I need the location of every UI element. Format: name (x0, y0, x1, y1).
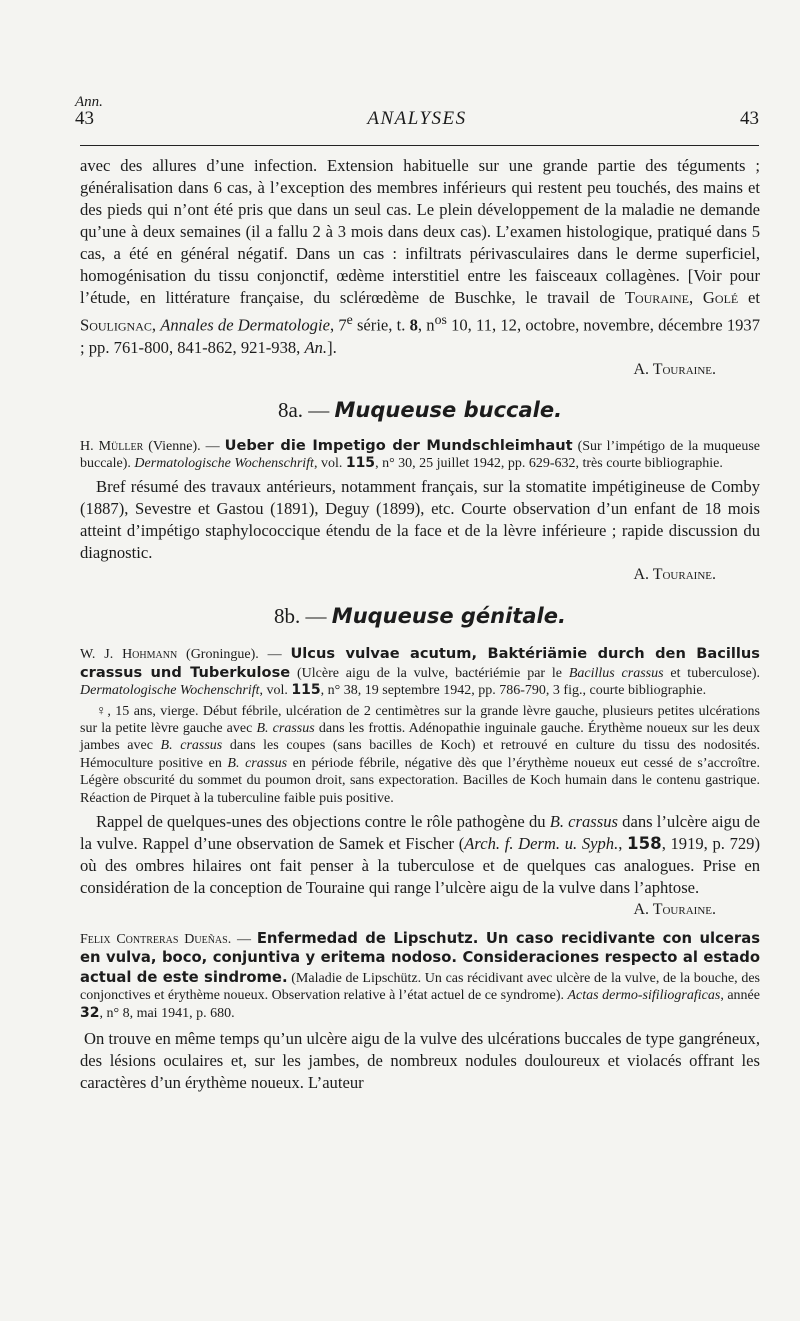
section-heading-8b: 8b. — Muqueuse génitale. (274, 604, 566, 629)
article-summary: Bref résumé des travaux antérieurs, notamment français, sur la stomatite impétigineuse de Comby (1887), Sevestre et Gastou (1891), Deguy (1899), etc. Courte observation d’un enfant de 18 mois atteint d’impétigo staphylococcique étendu de la face et de la lèvre inférieure ; rapide discussion du diagnostic. (80, 477, 760, 563)
case-report: ♀, 15 ans, vierge. Début fébrile, ulcération de 2 centimètres sur la grande lèvre gauche, plusieurs petites ulcérations sur la petite lèvre gauche avec B. crassus dans les frottis. Adénopathie inguinale gauche. Érythème noueux sur les deux jambes avec B. crassus dans les coupes (sans bacilles de Koch) et retrouvé en culture du tissu des nodosités. Hémoculture positive en B. crassus en période fébrile, négative dès que l’érythème noueux eut cessé de s’accroître. Légère obscurité du sommet du poumon droit, sans expectoration. Bacilles de Koch humain dans le contenu gastrique. Réaction de Pirquet à la tuberculine faible puis positive. (80, 703, 761, 806)
marginal-annotation: Ann. (75, 94, 103, 110)
article-summary: On trouve en même temps qu’un ulcère aigu de la vulve des ulcérations buccales de type gangréneux, des lésions oculaires et, sur les jambes, de nombreux nodules douloureux et violacés offrant les caractères d’un érythème noueux. L’auteur (80, 1029, 760, 1093)
signature: A. Touraine. (633, 901, 716, 918)
page-number-right: 43 (740, 108, 759, 129)
article-citation: H. Müller (Vienne). — Ueber die Impetigo der Mundschleimhaut (Sur l’impétigo de la muqueuse buccale). Dermatologische Wochenschrift, vol. 115, n° 30, 25 juillet 1942, pp. 629-632, très courte bibliographie. (80, 436, 760, 471)
article-citation: W. J. Hohmann (Groningue). — Ulcus vulvae acutum, Baktériämie durch den Bacillus crassus und Tuberkulose (Ulcère aigu de la vulve, bactériémie par le Bacillus crassus et tuberculose). Dermatologische Wochenschrift, vol. 115, n° 38, 19 septembre 1942, pp. 786-790, 3 fig., courte bibliographie. (80, 645, 761, 699)
running-header (75, 108, 759, 132)
signature: A. Touraine. (633, 360, 716, 378)
article-summary: Rappel de quelques-unes des objections contre le rôle pathogène du B. crassus dans l’ulcère aigu de la vulve. Rappel d’une observation de Samek et Fischer (Arch. f. Derm. u. Syph., 158, 1919, p. 729) où des ombres hilaires ont fait penser à la tuberculose et de quelques cas analogues. Prise en considération de la conception de Touraine qui range l’ulcère aigu de la vulve dans l’aphtose. (80, 812, 761, 897)
section-heading-8a: 8a. — Muqueuse buccale. (277, 397, 563, 422)
running-title: ANALYSES (367, 108, 467, 129)
page-number-left: 43 (75, 108, 94, 129)
intro-paragraph: avec des allures d’une infection. Extension habituelle sur une grande partie des téguments ; généralisation dans 6 cas, à l’exception des membres inférieurs qui restent peu touchés, des mains et des pieds qui n’ont été pris que dans un seul cas. Le plein développement de la maladie ne demande qu’une à deux semaines (il a fallu 2 à 3 mois dans deux cas). L’examen histologique, pratiqué dans 5 cas, a été en général négatif. Dans un cas : infiltrats périvasculaires dans le derme superficiel, homogénisation du tissu conjonctif, œdème interstitiel entre les faisceaux collagènes. [Voir pour l’étude, en littérature française, du sclérœdème de Buschke, le travail de Touraine, Golé et Soulignac, Annales de Dermatologie, 7e série, t. 8, $n^{os}$ 10, 11, 12, octobre, novembre, décembre 1937 ; pp. 761-800, 841-862, 921-938, An.]. (80, 156, 761, 357)
article-citation: Felix Contreras Dueñas. — Enfermedad de Lipschutz. Un caso recidivante con ulceras en vulva, boco, conjuntiva y eritema nodoso. Consideraciones respecto al estado actual de este sindrome. (Maladie de Lipschütz. Un cas récidivant avec ulcère de la vulve, de la bouche, des conjonctives et érythème noueux. Observation relative à l’état actuel de ce syndrome). Actas dermo-sifiliograficas, année 32, n° 8, mai 1941, p. 680. (80, 930, 761, 1021)
header-rule (80, 145, 759, 146)
signature: A. Touraine. (633, 566, 716, 584)
page-body (80, 155, 760, 1094)
